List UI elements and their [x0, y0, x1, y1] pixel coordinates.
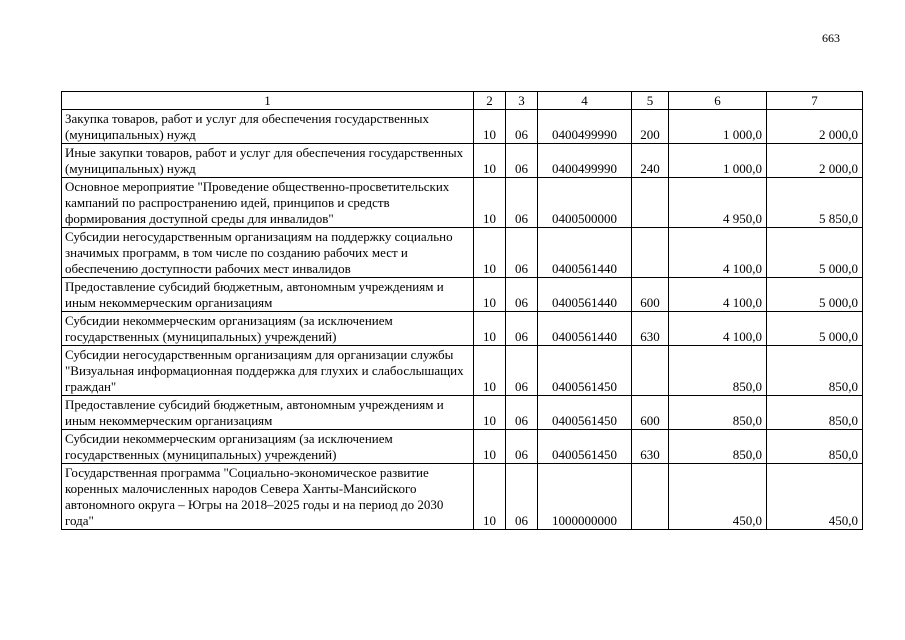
row-expense-type: [632, 346, 669, 396]
row-name: Государственная программа "Социально-экономическое развитие коренных малочисленных народов Севера Ханты-Мансийского автономного округа – Югры на 2018–2025 годы и на период до 2030 года": [62, 464, 474, 530]
row-name: Закупка товаров, работ и услуг для обеспечения государственных (муниципальных) нужд: [62, 110, 474, 144]
row-target-article: 0400561450: [538, 346, 632, 396]
header-col-4: 4: [538, 92, 632, 110]
row-section: 10: [474, 396, 506, 430]
row-expense-type: [632, 178, 669, 228]
row-name: Предоставление субсидий бюджетным, автономным учреждениям и иным некоммерческим организациям: [62, 278, 474, 312]
budget-table: [61, 91, 863, 530]
row-subsection: 06: [506, 178, 538, 228]
table-body: [62, 110, 863, 530]
row-target-article: 0400561440: [538, 278, 632, 312]
row-amount-year1: 850,0: [669, 430, 767, 464]
row-amount-year2: 5 000,0: [767, 312, 863, 346]
row-name: Субсидии негосударственным организациям для организации службы "Визуальная информационная поддержка для глухих и слабослышащих граждан": [62, 346, 474, 396]
row-amount-year1: 1 000,0: [669, 144, 767, 178]
row-amount-year1: 850,0: [669, 396, 767, 430]
row-expense-type: 630: [632, 430, 669, 464]
row-section: 10: [474, 110, 506, 144]
table-row: [62, 430, 863, 464]
row-expense-type: 200: [632, 110, 669, 144]
row-expense-type: 240: [632, 144, 669, 178]
row-amount-year1: 850,0: [669, 346, 767, 396]
row-amount-year1: 4 100,0: [669, 278, 767, 312]
header-col-6: 6: [669, 92, 767, 110]
row-amount-year1: 1 000,0: [669, 110, 767, 144]
row-section: 10: [474, 144, 506, 178]
row-name: Субсидии некоммерческим организациям (за исключением государственных (муниципальных) учреждений): [62, 430, 474, 464]
row-expense-type: [632, 464, 669, 530]
row-target-article: 0400499990: [538, 110, 632, 144]
row-subsection: 06: [506, 464, 538, 530]
row-name: Иные закупки товаров, работ и услуг для обеспечения государственных (муниципальных) нужд: [62, 144, 474, 178]
row-subsection: 06: [506, 144, 538, 178]
row-target-article: 0400499990: [538, 144, 632, 178]
row-section: 10: [474, 278, 506, 312]
row-amount-year1: 450,0: [669, 464, 767, 530]
row-expense-type: 630: [632, 312, 669, 346]
row-subsection: 06: [506, 278, 538, 312]
row-amount-year2: 850,0: [767, 346, 863, 396]
row-name: Основное мероприятие "Проведение общественно-просветительских кампаний по распространению идей, принципов и средств формирования доступной среды для инвалидов": [62, 178, 474, 228]
row-amount-year2: 5 000,0: [767, 228, 863, 278]
row-target-article: 0400561450: [538, 396, 632, 430]
row-amount-year1: 4 100,0: [669, 228, 767, 278]
row-name: Предоставление субсидий бюджетным, автономным учреждениям и иным некоммерческим организациям: [62, 396, 474, 430]
row-section: 10: [474, 464, 506, 530]
row-target-article: 0400500000: [538, 178, 632, 228]
row-subsection: 06: [506, 346, 538, 396]
row-expense-type: 600: [632, 278, 669, 312]
row-expense-type: [632, 228, 669, 278]
row-amount-year2: 2 000,0: [767, 110, 863, 144]
row-amount-year2: 450,0: [767, 464, 863, 530]
row-section: 10: [474, 228, 506, 278]
table-row: [62, 110, 863, 144]
row-amount-year2: 850,0: [767, 396, 863, 430]
row-subsection: 06: [506, 110, 538, 144]
row-subsection: 06: [506, 396, 538, 430]
row-target-article: 0400561450: [538, 430, 632, 464]
row-amount-year2: 5 850,0: [767, 178, 863, 228]
row-section: 10: [474, 430, 506, 464]
header-col-1: 1: [62, 92, 474, 110]
row-section: 10: [474, 178, 506, 228]
row-amount-year2: 5 000,0: [767, 278, 863, 312]
table-row: [62, 144, 863, 178]
row-name: Субсидии некоммерческим организациям (за исключением государственных (муниципальных) учреждений): [62, 312, 474, 346]
table-row: [62, 228, 863, 278]
row-target-article: 0400561440: [538, 312, 632, 346]
row-subsection: 06: [506, 228, 538, 278]
table-row: [62, 312, 863, 346]
table-row: [62, 178, 863, 228]
row-expense-type: 600: [632, 396, 669, 430]
table-row: [62, 278, 863, 312]
row-name: Субсидии негосударственным организациям на поддержку социально значимых программ, в том числе по созданию рабочих мест и обеспечению доступности рабочих мест инвалидов: [62, 228, 474, 278]
row-amount-year2: 850,0: [767, 430, 863, 464]
row-target-article: 1000000000: [538, 464, 632, 530]
table-row: [62, 464, 863, 530]
row-amount-year1: 4 100,0: [669, 312, 767, 346]
row-subsection: 06: [506, 312, 538, 346]
header-col-2: 2: [474, 92, 506, 110]
row-section: 10: [474, 346, 506, 396]
table-row: [62, 346, 863, 396]
row-section: 10: [474, 312, 506, 346]
row-target-article: 0400561440: [538, 228, 632, 278]
header-col-7: 7: [767, 92, 863, 110]
header-col-5: 5: [632, 92, 669, 110]
header-col-3: 3: [506, 92, 538, 110]
row-amount-year2: 2 000,0: [767, 144, 863, 178]
table-header-row: [62, 92, 863, 110]
row-subsection: 06: [506, 430, 538, 464]
page-number: 663: [822, 31, 840, 45]
row-amount-year1: 4 950,0: [669, 178, 767, 228]
table-row: [62, 396, 863, 430]
